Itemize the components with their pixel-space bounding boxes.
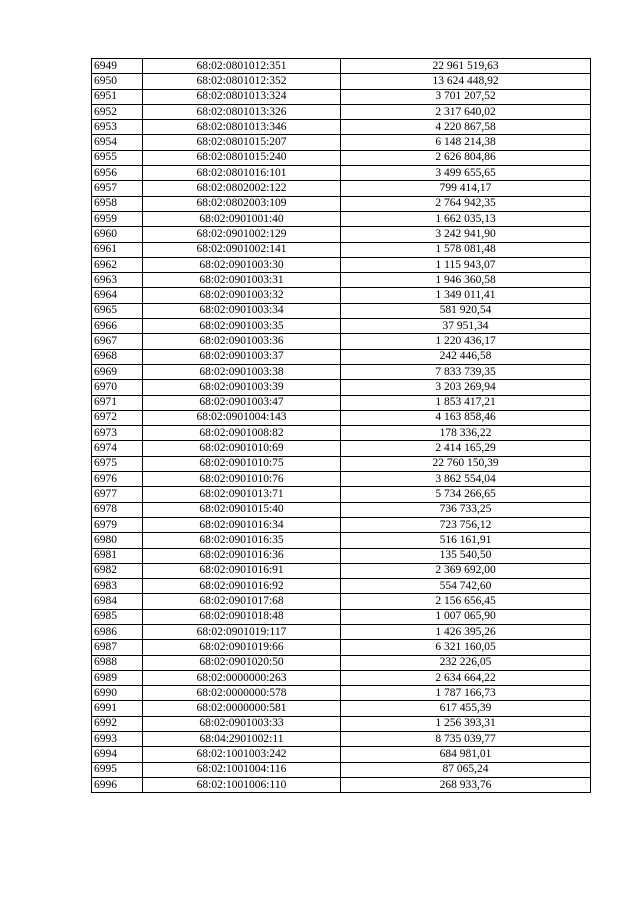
row-number-cell: 6956 (92, 166, 143, 181)
cadastral-number-cell: 68:02:0801013:346 (143, 120, 341, 135)
cadastral-value-cell: 3 701 207,52 (341, 89, 591, 104)
cadastral-number-cell: 68:02:0901003:38 (143, 364, 341, 379)
cadastral-value-cell: 799 414,17 (341, 181, 591, 196)
row-number-cell: 6995 (92, 762, 143, 777)
row-number-cell: 6984 (92, 594, 143, 609)
cadastral-number-cell: 68:02:0901003:32 (143, 288, 341, 303)
cadastral-number-cell: 68:02:0901003:47 (143, 395, 341, 410)
cadastral-value-cell: 2 414 165,29 (341, 441, 591, 456)
row-number-cell: 6981 (92, 548, 143, 563)
table-row (92, 732, 591, 747)
row-number-cell: 6963 (92, 273, 143, 288)
table-row (92, 441, 591, 456)
table-row (92, 426, 591, 441)
table-row (92, 74, 591, 89)
table-row (92, 303, 591, 318)
row-number-cell: 6985 (92, 609, 143, 624)
row-number-cell: 6978 (92, 502, 143, 517)
row-number-cell: 6954 (92, 135, 143, 150)
table-row (92, 487, 591, 502)
cadastral-value-cell: 684 981,01 (341, 747, 591, 762)
row-number-cell: 6972 (92, 410, 143, 425)
cadastral-number-cell: 68:02:0901003:31 (143, 273, 341, 288)
row-number-cell: 6952 (92, 104, 143, 119)
table-row (92, 472, 591, 487)
table-row (92, 211, 591, 226)
cadastral-number-cell: 68:02:0901016:91 (143, 563, 341, 578)
row-number-cell: 6964 (92, 288, 143, 303)
row-number-cell: 6962 (92, 257, 143, 272)
row-number-cell: 6990 (92, 686, 143, 701)
cadastral-number-cell: 68:02:0901010:76 (143, 472, 341, 487)
table-row (92, 777, 591, 792)
row-number-cell: 6949 (92, 59, 143, 74)
table-row (92, 380, 591, 395)
cadastral-value-cell: 3 862 554,04 (341, 472, 591, 487)
cadastral-value-cell: 1 007 065,90 (341, 609, 591, 624)
cadastral-number-cell: 68:02:0801012:352 (143, 74, 341, 89)
cadastral-number-cell: 68:02:0901003:39 (143, 380, 341, 395)
cadastral-number-cell: 68:02:1001006:110 (143, 777, 341, 792)
cadastral-value-cell: 2 764 942,35 (341, 196, 591, 211)
cadastral-value-cell: 2 634 664,22 (341, 670, 591, 685)
cadastral-value-cell: 736 733,25 (341, 502, 591, 517)
cadastral-number-cell: 68:02:0801013:326 (143, 104, 341, 119)
cadastral-value-cell: 1 220 436,17 (341, 334, 591, 349)
cadastral-number-cell: 68:02:0901016:34 (143, 517, 341, 532)
table-row (92, 762, 591, 777)
cadastral-value-cell: 13 624 448,92 (341, 74, 591, 89)
row-number-cell: 6973 (92, 426, 143, 441)
table-row (92, 410, 591, 425)
row-number-cell: 6957 (92, 181, 143, 196)
row-number-cell: 6977 (92, 487, 143, 502)
cadastral-value-cell: 516 161,91 (341, 533, 591, 548)
table-row (92, 395, 591, 410)
row-number-cell: 6987 (92, 640, 143, 655)
cadastral-number-cell: 68:02:0901010:75 (143, 456, 341, 471)
cadastral-number-cell: 68:02:1001003:242 (143, 747, 341, 762)
row-number-cell: 6975 (92, 456, 143, 471)
cadastral-value-cell: 1 349 011,41 (341, 288, 591, 303)
table-row (92, 288, 591, 303)
row-number-cell: 6992 (92, 716, 143, 731)
table-body (92, 59, 591, 793)
cadastral-number-cell: 68:02:0901003:34 (143, 303, 341, 318)
table-row (92, 135, 591, 150)
cadastral-value-cell: 6 321 160,05 (341, 640, 591, 655)
cadastral-number-cell: 68:02:0801015:207 (143, 135, 341, 150)
cadastral-value-cell: 232 226,05 (341, 655, 591, 670)
cadastral-number-cell: 68:02:0901003:36 (143, 334, 341, 349)
row-number-cell: 6960 (92, 227, 143, 242)
cadastral-number-cell: 68:02:0901008:82 (143, 426, 341, 441)
cadastral-value-cell: 87 065,24 (341, 762, 591, 777)
cadastral-value-cell: 4 220 867,58 (341, 120, 591, 135)
table-row (92, 533, 591, 548)
cadastral-value-cell: 2 626 804,86 (341, 150, 591, 165)
cadastral-value-cell: 178 336,22 (341, 426, 591, 441)
cadastral-value-cell: 3 499 655,65 (341, 166, 591, 181)
table-row (92, 640, 591, 655)
cadastral-number-cell: 68:02:0901004:143 (143, 410, 341, 425)
cadastral-value-cell: 2 156 656,45 (341, 594, 591, 609)
row-number-cell: 6991 (92, 701, 143, 716)
cadastral-number-cell: 68:02:0801016:101 (143, 166, 341, 181)
table-row (92, 609, 591, 624)
row-number-cell: 6979 (92, 517, 143, 532)
table-row (92, 655, 591, 670)
cadastral-number-cell: 68:02:0901001:40 (143, 211, 341, 226)
cadastral-number-cell: 68:02:0901018:48 (143, 609, 341, 624)
table-row (92, 89, 591, 104)
cadastral-number-cell: 68:02:0901003:33 (143, 716, 341, 731)
cadastral-number-cell: 68:02:0901016:92 (143, 579, 341, 594)
cadastral-value-cell: 242 446,58 (341, 349, 591, 364)
cadastral-value-cell: 723 756,12 (341, 517, 591, 532)
row-number-cell: 6994 (92, 747, 143, 762)
cadastral-value-cell: 22 961 519,63 (341, 59, 591, 74)
table-row (92, 120, 591, 135)
row-number-cell: 6980 (92, 533, 143, 548)
table-row (92, 502, 591, 517)
cadastral-value-cell: 2 317 640,02 (341, 104, 591, 119)
table-row (92, 59, 591, 74)
table-row (92, 334, 591, 349)
cadastral-value-cell: 1 787 166,73 (341, 686, 591, 701)
table-row (92, 456, 591, 471)
table-row (92, 104, 591, 119)
row-number-cell: 6971 (92, 395, 143, 410)
table-row (92, 747, 591, 762)
row-number-cell: 6989 (92, 670, 143, 685)
cadastral-value-cell: 1 946 360,58 (341, 273, 591, 288)
row-number-cell: 6953 (92, 120, 143, 135)
table-row (92, 624, 591, 639)
table-row (92, 701, 591, 716)
row-number-cell: 6993 (92, 732, 143, 747)
cadastral-value-cell: 135 540,50 (341, 548, 591, 563)
table-row (92, 242, 591, 257)
cadastral-value-cell: 5 734 266,65 (341, 487, 591, 502)
row-number-cell: 6965 (92, 303, 143, 318)
cadastral-value-cell: 4 163 858,46 (341, 410, 591, 425)
cadastral-value-cell: 37 951,34 (341, 319, 591, 334)
table-row (92, 196, 591, 211)
cadastral-value-cell: 554 742,60 (341, 579, 591, 594)
cadastral-number-cell: 68:02:0901003:37 (143, 349, 341, 364)
cadastral-number-cell: 68:02:0901002:141 (143, 242, 341, 257)
row-number-cell: 6986 (92, 624, 143, 639)
cadastral-value-cell: 1 115 943,07 (341, 257, 591, 272)
table-row (92, 670, 591, 685)
cadastral-number-cell: 68:02:0901016:35 (143, 533, 341, 548)
document-page (91, 58, 590, 793)
row-number-cell: 6950 (92, 74, 143, 89)
cadastral-number-cell: 68:02:0000000:578 (143, 686, 341, 701)
row-number-cell: 6976 (92, 472, 143, 487)
row-number-cell: 6968 (92, 349, 143, 364)
cadastral-value-cell: 8 735 039,77 (341, 732, 591, 747)
cadastral-number-cell: 68:02:0901010:69 (143, 441, 341, 456)
row-number-cell: 6983 (92, 579, 143, 594)
table-row (92, 364, 591, 379)
cadastral-number-cell: 68:02:0901015:40 (143, 502, 341, 517)
row-number-cell: 6988 (92, 655, 143, 670)
row-number-cell: 6955 (92, 150, 143, 165)
row-number-cell: 6966 (92, 319, 143, 334)
row-number-cell: 6967 (92, 334, 143, 349)
cadastral-number-cell: 68:02:0901003:35 (143, 319, 341, 334)
table-row (92, 579, 591, 594)
table-row (92, 166, 591, 181)
table-row (92, 181, 591, 196)
cadastral-number-cell: 68:02:0802003:109 (143, 196, 341, 211)
cadastral-number-cell: 68:02:0901019:66 (143, 640, 341, 655)
cadastral-number-cell: 68:02:0000000:263 (143, 670, 341, 685)
row-number-cell: 6996 (92, 777, 143, 792)
cadastral-value-cell: 1 853 417,21 (341, 395, 591, 410)
table-row (92, 150, 591, 165)
cadastral-number-cell: 68:02:0901013:71 (143, 487, 341, 502)
cadastral-number-cell: 68:02:0901020:50 (143, 655, 341, 670)
cadastral-value-cell: 1 662 035,13 (341, 211, 591, 226)
table-row (92, 716, 591, 731)
row-number-cell: 6970 (92, 380, 143, 395)
cadastral-number-cell: 68:04:2901002:11 (143, 732, 341, 747)
cadastral-number-cell: 68:02:0801015:240 (143, 150, 341, 165)
cadastral-number-cell: 68:02:1001004:116 (143, 762, 341, 777)
cadastral-value-cell: 1 426 395,26 (341, 624, 591, 639)
cadastral-value-cell: 268 933,76 (341, 777, 591, 792)
cadastral-number-cell: 68:02:0901019:117 (143, 624, 341, 639)
cadastral-value-cell: 1 256 393,31 (341, 716, 591, 731)
cadastral-number-cell: 68:02:0901002:129 (143, 227, 341, 242)
row-number-cell: 6974 (92, 441, 143, 456)
cadastral-number-cell: 68:02:0901003:30 (143, 257, 341, 272)
row-number-cell: 6961 (92, 242, 143, 257)
cadastral-value-cell: 581 920,54 (341, 303, 591, 318)
row-number-cell: 6982 (92, 563, 143, 578)
cadastral-value-cell: 7 833 739,35 (341, 364, 591, 379)
cadastral-value-cell: 2 369 692,00 (341, 563, 591, 578)
table-row (92, 349, 591, 364)
cadastral-value-cell: 22 760 150,39 (341, 456, 591, 471)
cadastral-value-cell: 617 455,39 (341, 701, 591, 716)
cadastral-number-cell: 68:02:0901016:36 (143, 548, 341, 563)
table-row (92, 686, 591, 701)
cadastral-number-cell: 68:02:0801012:351 (143, 59, 341, 74)
cadastral-value-table (91, 58, 591, 793)
row-number-cell: 6959 (92, 211, 143, 226)
table-row (92, 563, 591, 578)
table-row (92, 257, 591, 272)
row-number-cell: 6951 (92, 89, 143, 104)
cadastral-number-cell: 68:02:0801013:324 (143, 89, 341, 104)
table-row (92, 517, 591, 532)
table-row (92, 548, 591, 563)
cadastral-value-cell: 1 578 081,48 (341, 242, 591, 257)
table-row (92, 319, 591, 334)
row-number-cell: 6958 (92, 196, 143, 211)
cadastral-number-cell: 68:02:0802002:122 (143, 181, 341, 196)
cadastral-number-cell: 68:02:0901017:68 (143, 594, 341, 609)
cadastral-value-cell: 3 242 941,90 (341, 227, 591, 242)
table-row (92, 273, 591, 288)
row-number-cell: 6969 (92, 364, 143, 379)
cadastral-value-cell: 6 148 214,38 (341, 135, 591, 150)
table-row (92, 594, 591, 609)
cadastral-value-cell: 3 203 269,94 (341, 380, 591, 395)
table-row (92, 227, 591, 242)
cadastral-number-cell: 68:02:0000000:581 (143, 701, 341, 716)
